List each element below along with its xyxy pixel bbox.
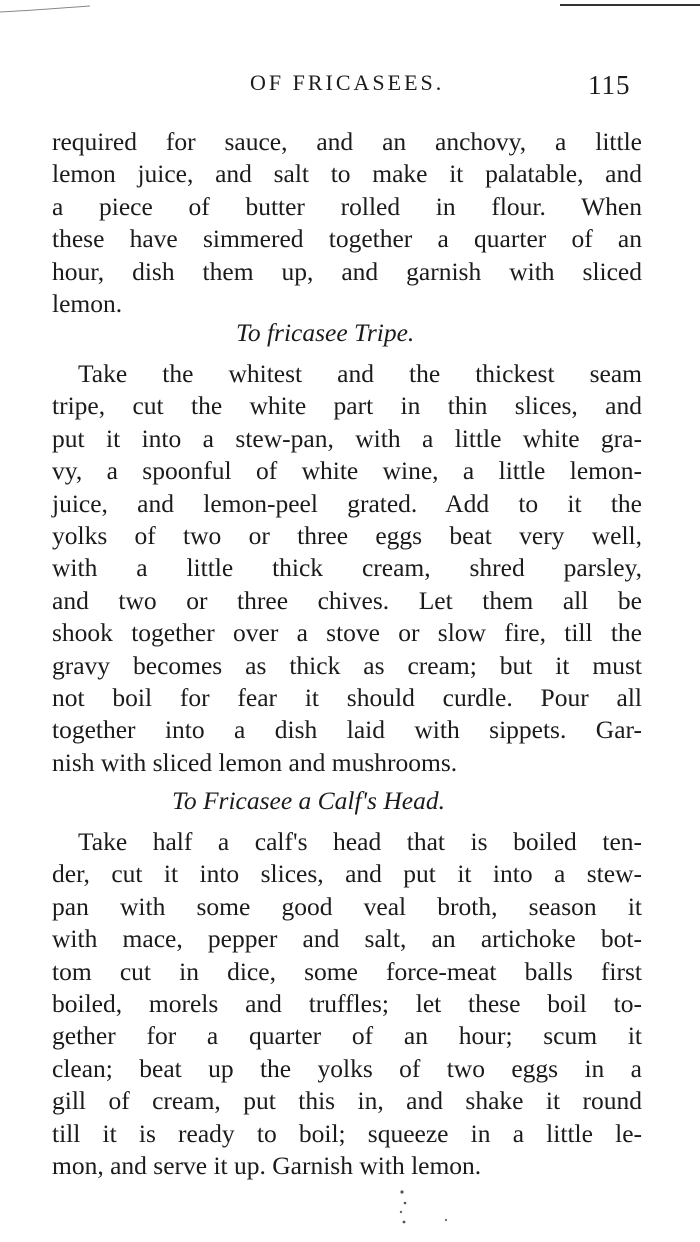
recipe-paragraph <box>52 826 642 1182</box>
text-line: till it is ready to boil; squeeze in a little le- <box>52 1118 642 1148</box>
text-line: nish with sliced lemon and mushrooms. <box>52 747 458 777</box>
text-line: clean; beat up the yolks of two eggs in a <box>52 1053 642 1083</box>
text-line: pan with some good veal broth, season it <box>52 891 642 921</box>
text-line: these have simmered together a quarter of an <box>52 224 642 254</box>
text-line: together into a dish laid with sippets. Gar- <box>52 715 642 745</box>
continuation-paragraph <box>52 126 642 320</box>
text-line: with a little thick cream, shred parsley, <box>52 553 642 583</box>
text-line: gill of cream, put this in, and shake it round <box>52 1086 642 1116</box>
text-line: and two or three chives. Let them all be <box>52 585 642 615</box>
text-line: mon, and serve it up. Garnish with lemon. <box>52 1150 482 1180</box>
recipe-paragraph <box>52 358 642 779</box>
text-line: lemon. <box>52 288 123 318</box>
text-line: put it into a stew-pan, with a little white gra- <box>52 423 642 453</box>
text-line: hour, dish them up, and garnish with sliced <box>52 256 642 286</box>
recipe-title: To fricasee Tripe. <box>236 318 415 347</box>
text-line: lemon juice, and salt to make it palatable, and <box>52 159 642 189</box>
text-line: tom cut in dice, some force-meat balls first <box>52 956 642 986</box>
text-line: not boil for fear it should curdle. Pour all <box>52 682 642 712</box>
text-line: Take the whitest and the thickest seam <box>78 359 642 388</box>
text-line: tripe, cut the white part in thin slices, and <box>52 391 642 421</box>
page-edge-rule <box>0 0 700 16</box>
text-line: juice, and lemon-peel grated. Add to it the <box>52 488 642 518</box>
text-line: yolks of two or three eggs beat very well, <box>52 520 642 550</box>
text-line: gravy becomes as thick as cream; but it must <box>52 650 642 680</box>
text-line: Take half a calf's head that is boiled ten- <box>78 827 642 856</box>
running-head: OF FRICASEES. <box>250 70 445 95</box>
text-line: with mace, pepper and salt, an artichoke bot- <box>52 924 642 954</box>
page-number: 115 <box>588 70 631 100</box>
text-line: a piece of butter rolled in flour. When <box>52 191 642 221</box>
text-line: required for sauce, and an anchovy, a little <box>52 127 642 156</box>
recipe-title: To Fricasee a Calf's Head. <box>172 786 445 815</box>
text-line: vy, a spoonful of white wine, a little lemon- <box>52 456 642 486</box>
text-line: der, cut it into slices, and put it into a stew- <box>52 859 642 889</box>
text-line: boiled, morels and truffles; let these boil to- <box>52 988 642 1018</box>
text-line: gether for a quarter of an hour; scum it <box>52 1021 642 1051</box>
text-line: shook together over a stove or slow fire, till the <box>52 618 642 648</box>
